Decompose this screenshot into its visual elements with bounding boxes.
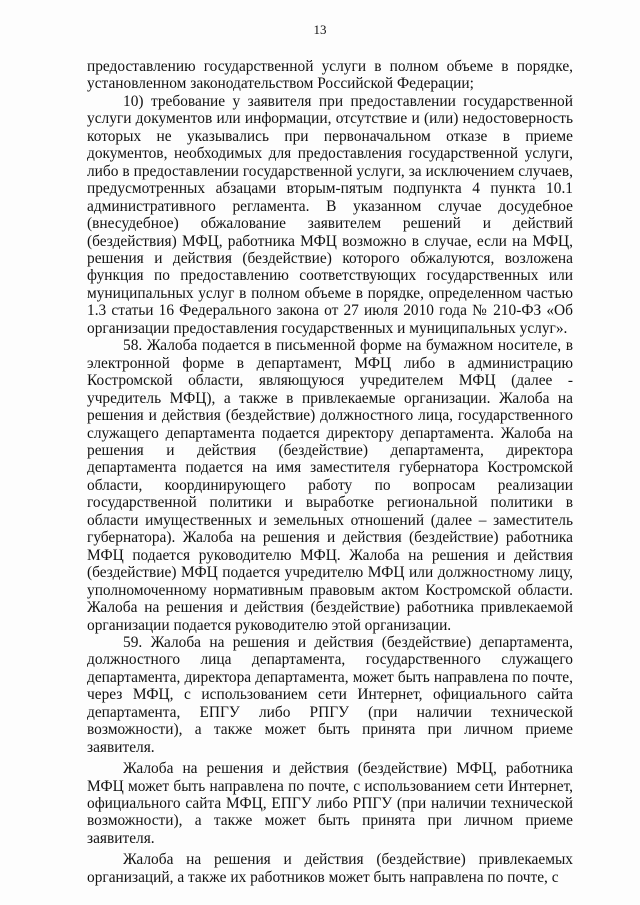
paragraph-continuation: предоставлению государственной услуги в полном объеме в порядке, установленном законодательством Российской Федерации; bbox=[87, 58, 573, 93]
page-number: 13 bbox=[313, 22, 327, 37]
paragraph-mfc-complaint: Жалоба на решения и действия (бездействие) МФЦ, работника МФЦ может быть направлена по почте, с использованием сети Интернет, официального сайта МФЦ, ЕПГУ либо РПГУ (при наличии технической возможности), а также может быть принята при личном приеме заявителя. bbox=[87, 760, 573, 847]
paragraph-item-10: 10) требование у заявителя при предоставлении государственной услуги документов или информации, отсутствие и (или) недостоверность которых не указывались при первоначальном отказе в приеме документов, необходимых для предоставления государственной услуги, либо в предоставлении государственной услуги, за исключением случаев, предусмотренных абзацами вторым-пятым подпункта 4 пункта 10.1 административного регламента. В указанном случае досудебное (внесудебное) обжалование заявителем решений и действий (бездействия) МФЦ, работника МФЦ возможно в случае, если на МФЦ, решения и действия (бездействие) которого обжалуются, возложена функция по предоставлению соответствующих государственных или муниципальных услуг в полном объеме в порядке, определенном частью 1.3 статьи 16 Федерального закона от 27 июля 2010 года № 210-ФЗ «Об организации предоставления государственных и муниципальных услуг». bbox=[87, 92, 573, 337]
document-body bbox=[87, 58, 573, 886]
paragraph-organizations-complaint: Жалоба на решения и действия (бездействие) привлекаемых организаций, а также их работников может быть направлена по почте, с bbox=[87, 851, 573, 886]
paragraph-59: 59. Жалоба на решения и действия (бездействие) департамента, должностного лица департамента, государственного служащего департамента, директора департамента, может быть направлена по почте, через МФЦ, с использованием сети Интернет, официального сайта департамента, ЕПГУ либо РПГУ (при наличии технической возможности), а также может быть принята при личном приеме заявителя. bbox=[87, 633, 573, 756]
paragraph-58: 58. Жалоба подается в письменной форме на бумажном носителе, в электронной форме в департамент, МФЦ либо в администрацию Костромской области, являющуюся учредителем МФЦ (далее - учредитель МФЦ), а также в привлекаемые организации. Жалоба на решения и действия (бездействие) должностного лица, государственного служащего департамента подается директору департамента. Жалоба на решения и действия (бездействие) департамента, директора департамента подается на имя заместителя губернатора Костромской области, координирующего работу по вопросам реализации государственной политики и выработке региональной политики в области имущественных и земельных отношений (далее – заместитель губернатора). Жалоба на решения и действия (бездействие) работника МФЦ подается руководителю МФЦ. Жалоба на решения и действия (бездействие) МФЦ подается учредителю МФЦ или должностному лицу, уполномоченному нормативным правовым актом Костромской области. Жалоба на решения и действия (бездействие) работника привлекаемой организации подается руководителю этой организации. bbox=[87, 337, 573, 634]
